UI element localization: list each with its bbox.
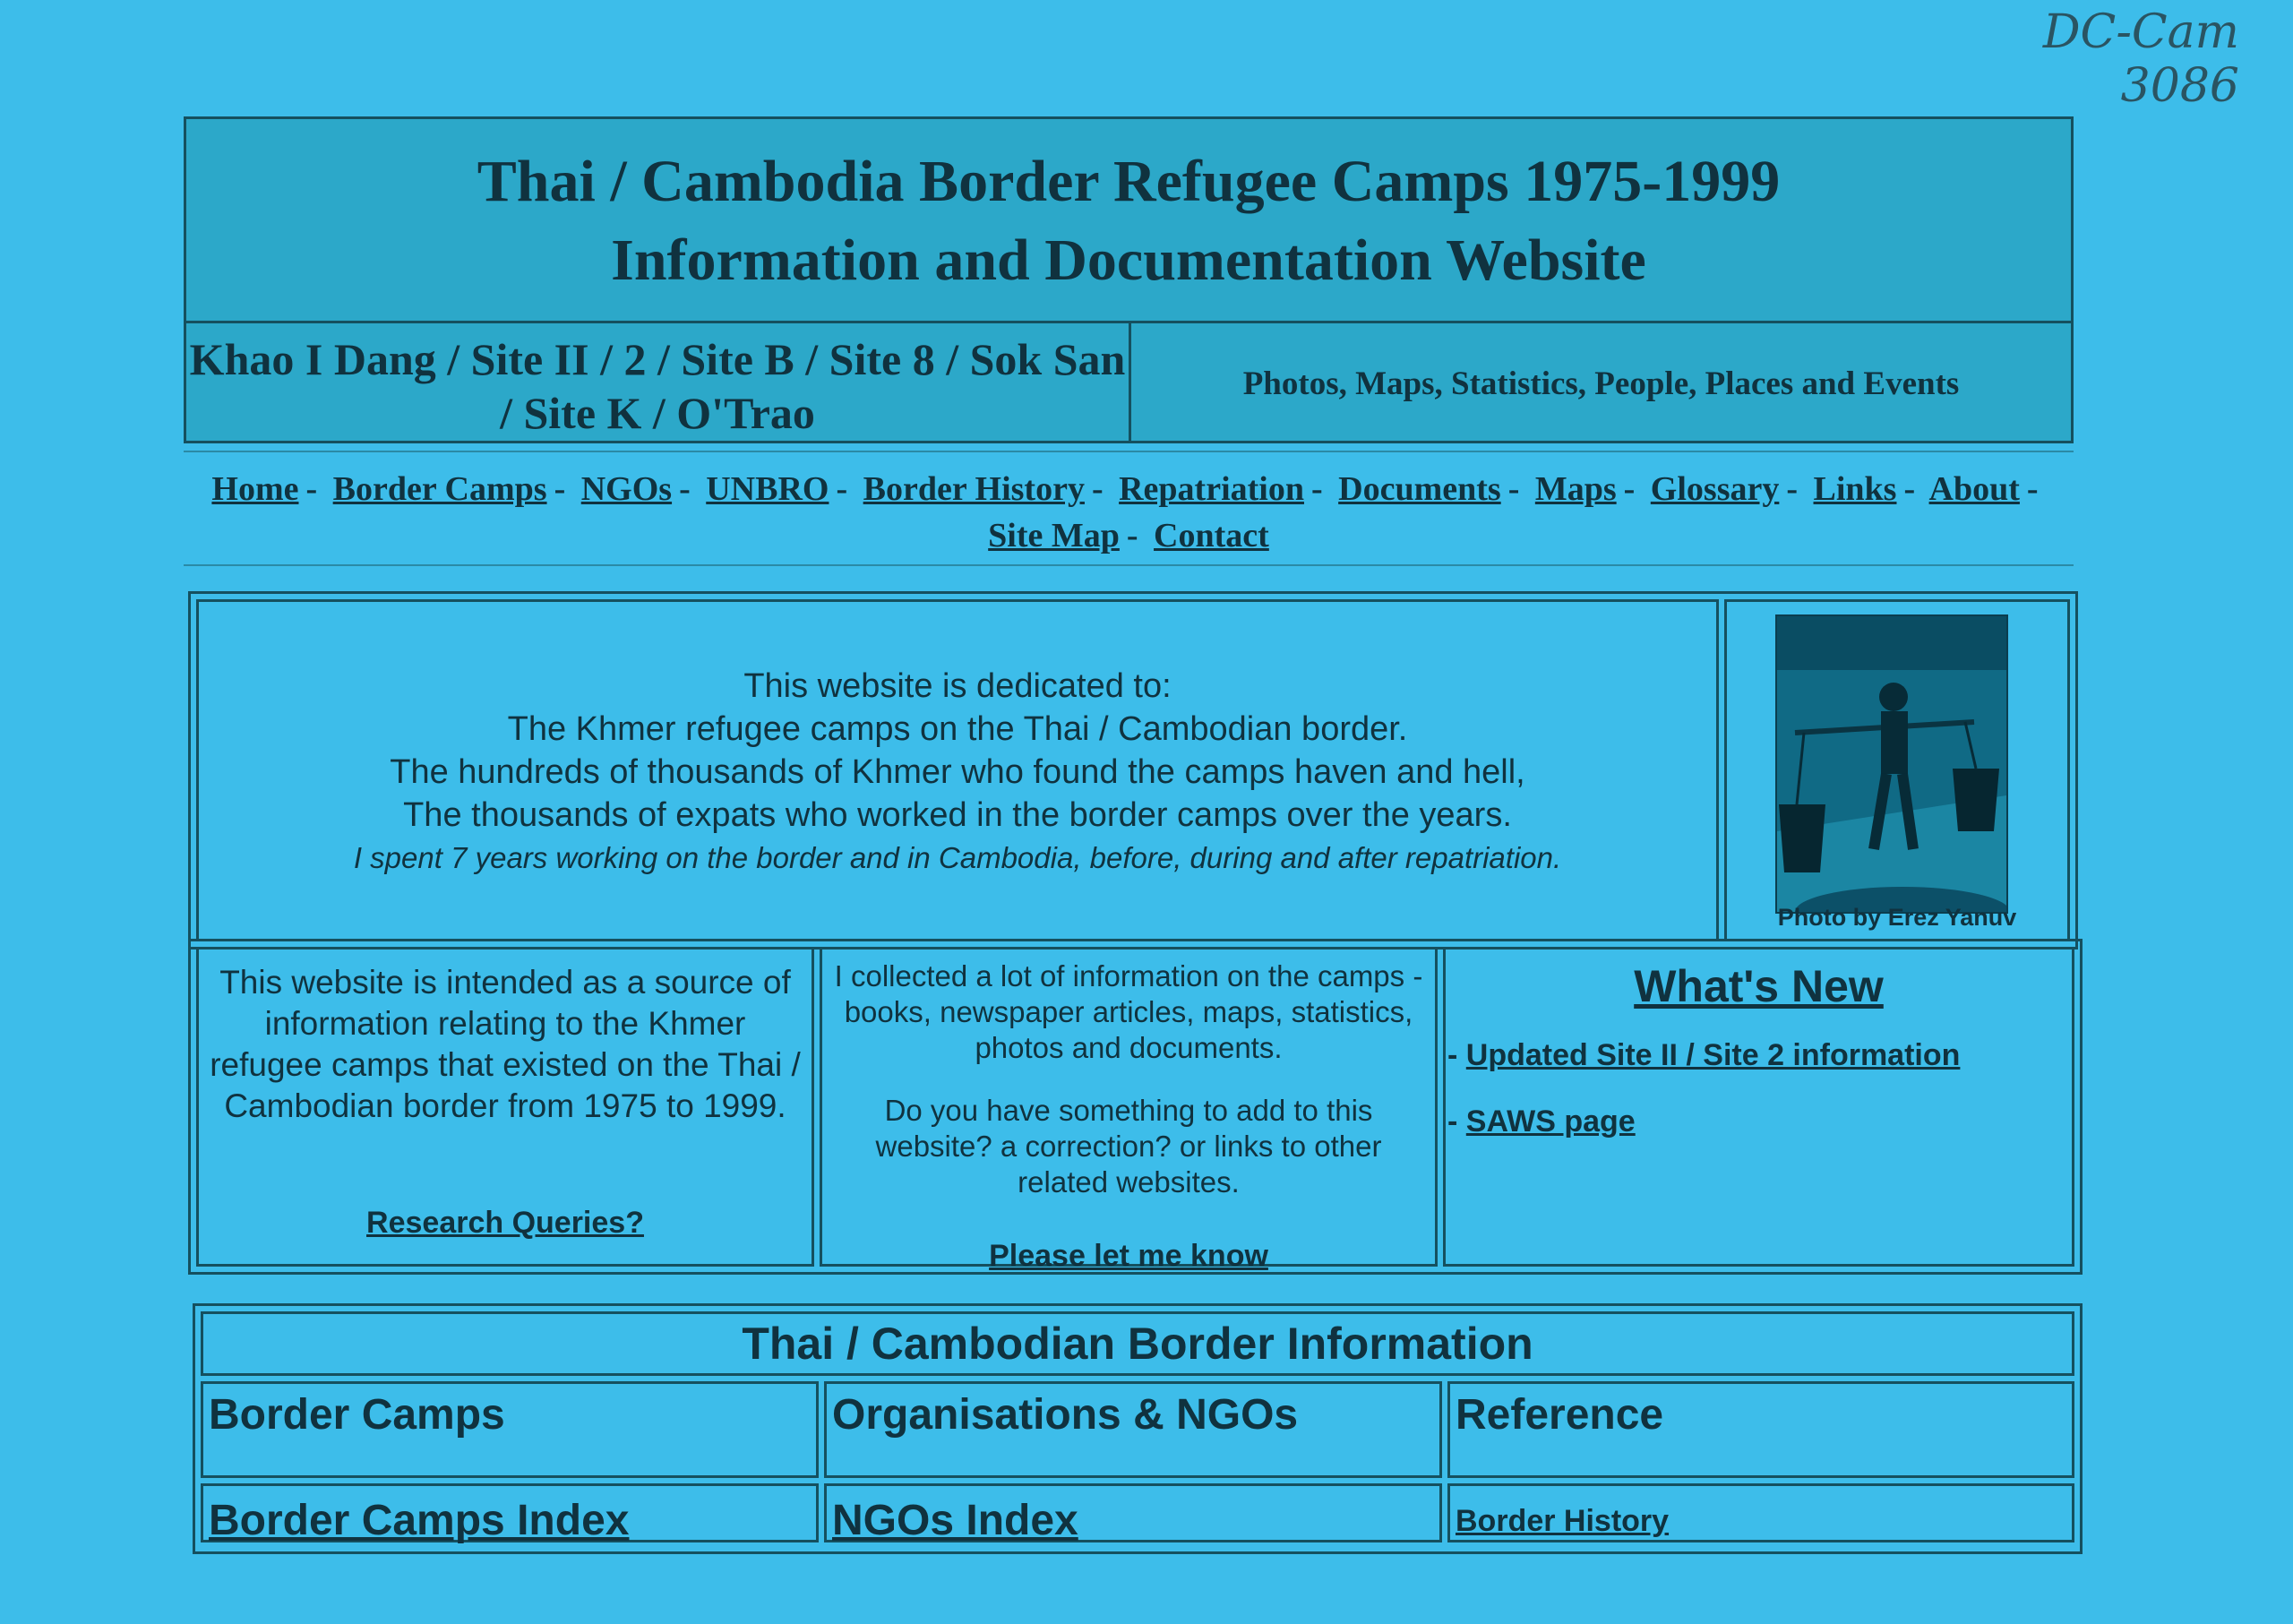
organisations-heading: Organisations & NGOs [824,1381,1442,1478]
divider-top [184,451,2074,452]
dedication-line: The thousands of expats who worked in the border camps over the years. [403,796,1512,834]
water-carrier-photo[interactable] [1775,614,2008,914]
nav-site-map[interactable]: Site Map [988,517,1120,554]
camps-list: Khao I Dang / Site II / 2 / Site B / Site 8 / Sok San / Site K / O'Trao [186,323,1131,443]
dedication-line: This website is dedicated to: [743,667,1172,705]
nav-unbro[interactable]: UNBRO [706,470,829,508]
nav-border-camps[interactable]: Border Camps [332,470,547,508]
ngos-index-link[interactable]: NGOs Index [832,1497,1078,1544]
site-header [184,116,2074,443]
border-camps-index-link[interactable]: Border Camps Index [209,1497,630,1544]
dedication-text [196,599,1719,941]
nav-documents[interactable]: Documents [1338,470,1501,508]
divider-nav [184,564,2074,566]
collected-question: Do you have something to add to this website? a correction? or links to other related websites. [875,1094,1382,1199]
info-row [188,939,2083,1275]
main-nav: Home - Border Camps - NGOs - UNBRO - Border History - Repatriation - Documents - Maps - Glossary - Links - About - Site Map - Contact [211,470,2039,554]
dedication-panel [188,591,2078,949]
nav-glossary[interactable]: Glossary [1650,470,1780,508]
border-camps-index-cell [201,1483,819,1542]
nav-repatriation[interactable]: Repatriation [1119,470,1304,508]
collected-cell [820,947,1438,1273]
site-title: Thai / Cambodia Border Refugee Camps 1975-1999 [477,149,1781,214]
site-subtitle: Information and Documentation Website [611,228,1646,293]
header-tagline: Photos, Maps, Statistics, People, Places and Events [1242,365,1960,402]
border-info-header-row [201,1381,2074,1483]
photo-illustration [1777,616,2006,912]
handwritten-note-line2: 3086 [2120,59,2239,113]
news-item: - Updated Site II / Site 2 information [1447,1038,1961,1072]
please-let-me-know-link[interactable]: Please let me know [989,1239,1268,1273]
news-item: - SAWS page [1447,1104,1636,1139]
collected-text: I collected a lot of information on the camps - books, newspaper articles, maps, statistics, photos and documents. [834,959,1423,1064]
border-history-cell [1447,1483,2074,1542]
nav-border-history[interactable]: Border History [863,470,1085,508]
handwritten-note [1980,5,2239,122]
header-titles [186,119,2071,323]
intended-text: This website is intended as a source of information relating to the Khmer refugee camps that existed on the Thai / Cambodian border from 1975 to 1999. [210,964,801,1124]
border-camps-heading: Border Camps [201,1381,819,1478]
dedication-line: The Khmer refugee camps on the Thai / Cambodian border. [507,710,1408,748]
nav-ngos[interactable]: NGOs [580,470,673,508]
nav-links[interactable]: Links [1813,470,1897,508]
border-history-link[interactable]: Border History [1456,1504,1670,1538]
research-queries-link[interactable]: Research Queries? [366,1206,644,1240]
photo-cell [1724,599,2070,941]
handwritten-note-line1: DC-Cam [2042,5,2239,59]
ngos-index-cell [824,1483,1442,1542]
dedication-note: I spent 7 years working on the border and in Cambodia, before, during and after repatriation. [353,841,1562,874]
whats-new-cell [1443,947,2074,1267]
intended-cell [196,947,814,1267]
whats-new-title: What's New [1634,961,1884,1011]
reference-heading: Reference [1447,1381,2074,1478]
border-info-table [193,1303,2083,1554]
header-subrow [186,323,2071,443]
updated-site-ii-link[interactable]: Updated Site II / Site 2 information [1465,1038,1961,1072]
nav-maps[interactable]: Maps [1534,470,1617,508]
photo-caption: Photo by Erez Yanuv [1777,904,2017,931]
nav-contact[interactable]: Contact [1154,517,1269,554]
border-info-title: Thai / Cambodian Border Information [201,1311,2074,1376]
nav-home[interactable]: Home [211,470,299,508]
nav-about[interactable]: About [1928,470,2020,508]
saws-page-link[interactable]: SAWS page [1465,1104,1636,1139]
border-info-link-row [201,1483,2074,1548]
dedication-line: The hundreds of thousands of Khmer who found the camps haven and hell, [390,753,1525,791]
